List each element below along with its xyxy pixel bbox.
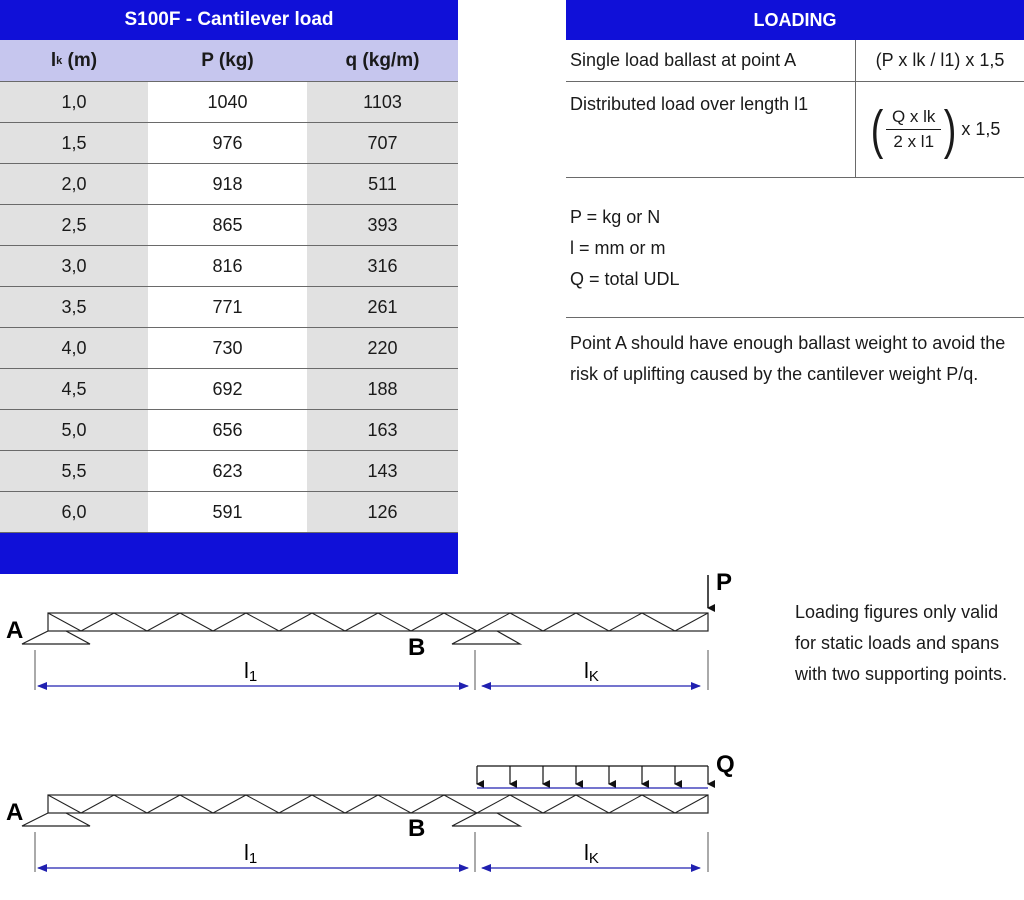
cell-lk: 2,5 [0,205,148,245]
note-line-1: Point A should have enough ballast weight to avoid the [570,333,1006,353]
validity-line-1: Loading figures only valid [795,602,999,622]
cell-p: 730 [148,328,307,368]
table-row [0,123,458,164]
cell-q: 1103 [307,82,458,122]
fraction-numerator: Q x lk [886,107,941,130]
truss-zigzag [48,613,708,631]
validity-line-3: with two supporting points. [795,664,1008,684]
cell-lk: 3,5 [0,287,148,327]
l1-main-2: l [244,840,249,865]
cell-p: 865 [148,205,307,245]
table-body [0,82,458,533]
cell-lk: 1,0 [0,82,148,122]
paren-left: ( [870,99,884,160]
cell-q: 220 [307,328,458,368]
header-lk-unit: (m) [62,49,98,71]
cell-lk: 2,0 [0,164,148,204]
header-q: q (kg/m) [345,49,420,71]
cell-q: 188 [307,369,458,409]
header-lk-sub: k [56,54,63,67]
cell-q: 261 [307,287,458,327]
table-title: S100F - Cantilever load [0,0,458,40]
lk-sub-2: K [588,850,599,867]
cell-p: 816 [148,246,307,286]
cell-p: 976 [148,123,307,163]
support-a-2 [22,813,90,826]
cell-p: 771 [148,287,307,327]
cell-q: 126 [307,492,458,532]
units-legend [570,202,680,295]
cell-q: 316 [307,246,458,286]
header-lk [0,40,148,81]
truss-zigzag-2 [48,795,708,813]
table-header-row [0,40,458,82]
single-load-label: Single load ballast at point A [566,40,856,81]
table-row [0,369,458,410]
table-row [0,164,458,205]
cell-lk: 5,5 [0,451,148,491]
loading-title: LOADING [566,0,1024,40]
header-lk-main: l [50,49,57,71]
table-row [0,246,458,287]
lk-main-2: l [584,840,589,865]
cell-p: 1040 [148,82,307,122]
validity-note [795,597,1007,690]
support-b-2 [452,813,520,826]
table-row [0,82,458,123]
load-q-label: Q [716,751,735,778]
distributed-load-formula [856,82,1024,177]
cell-lk: 3,0 [0,246,148,286]
cell-q: 143 [307,451,458,491]
l1-sub: 1 [248,668,258,685]
table-row [0,451,458,492]
legend-divider [566,317,1024,318]
point-b-label: B [408,634,426,661]
cell-lk: 4,0 [0,328,148,368]
cell-q: 511 [307,164,458,204]
truss-beam [48,613,708,631]
legend-p: P = kg or N [570,207,661,227]
validity-line-2: for static loads and spans [795,633,1000,653]
cell-q: 163 [307,410,458,450]
cell-p: 656 [148,410,307,450]
ballast-note [570,328,1005,390]
point-b-label-2: B [408,815,426,842]
lk-label [584,658,599,685]
fraction [886,107,941,152]
l1-label-2 [244,840,257,867]
cantilever-diagrams [0,560,780,900]
loading-row-distributed [566,82,1024,178]
table-row [0,287,458,328]
paren-right: ) [944,99,957,160]
header-p: P (kg) [201,49,254,71]
distributed-load-label: Distributed load over length l1 [566,82,856,177]
cell-lk: 1,5 [0,123,148,163]
legend-l: l = mm or m [570,238,666,258]
cell-q: 393 [307,205,458,245]
legend-q: Q = total UDL [570,269,680,289]
cell-lk: 6,0 [0,492,148,532]
support-b [452,631,520,644]
lk-main: l [584,658,589,683]
loading-row-single [566,40,1024,82]
support-a [22,631,90,644]
point-a-label-2: A [6,799,24,826]
lk-sub: K [588,668,599,685]
load-p-label: P [716,569,733,596]
fraction-factor: x 1,5 [961,119,1001,139]
cell-p: 918 [148,164,307,204]
cell-lk: 4,5 [0,369,148,409]
table-row [0,328,458,369]
cell-q: 707 [307,123,458,163]
cell-p: 591 [148,492,307,532]
loading-table [566,0,1024,178]
table-row [0,410,458,451]
truss-beam-2 [48,795,708,813]
table-row [0,492,458,533]
table-row [0,205,458,246]
l1-sub-2: 1 [248,850,258,867]
lk-label-2 [584,840,599,867]
diagram-point-load [6,569,732,690]
cantilever-load-table [0,0,458,574]
cell-p: 623 [148,451,307,491]
diagram-distributed-load [6,751,735,872]
fraction-denominator: 2 x l1 [893,132,935,151]
note-line-2: risk of uplifting caused by the cantilever weight P/q. [570,364,979,384]
cell-p: 692 [148,369,307,409]
udl-arrows [477,766,708,784]
l1-main: l [244,658,249,683]
single-load-formula: (P x lk / l1) x 1,5 [875,50,1005,70]
point-a-label: A [6,617,24,644]
l1-label [244,658,257,685]
cell-lk: 5,0 [0,410,148,450]
